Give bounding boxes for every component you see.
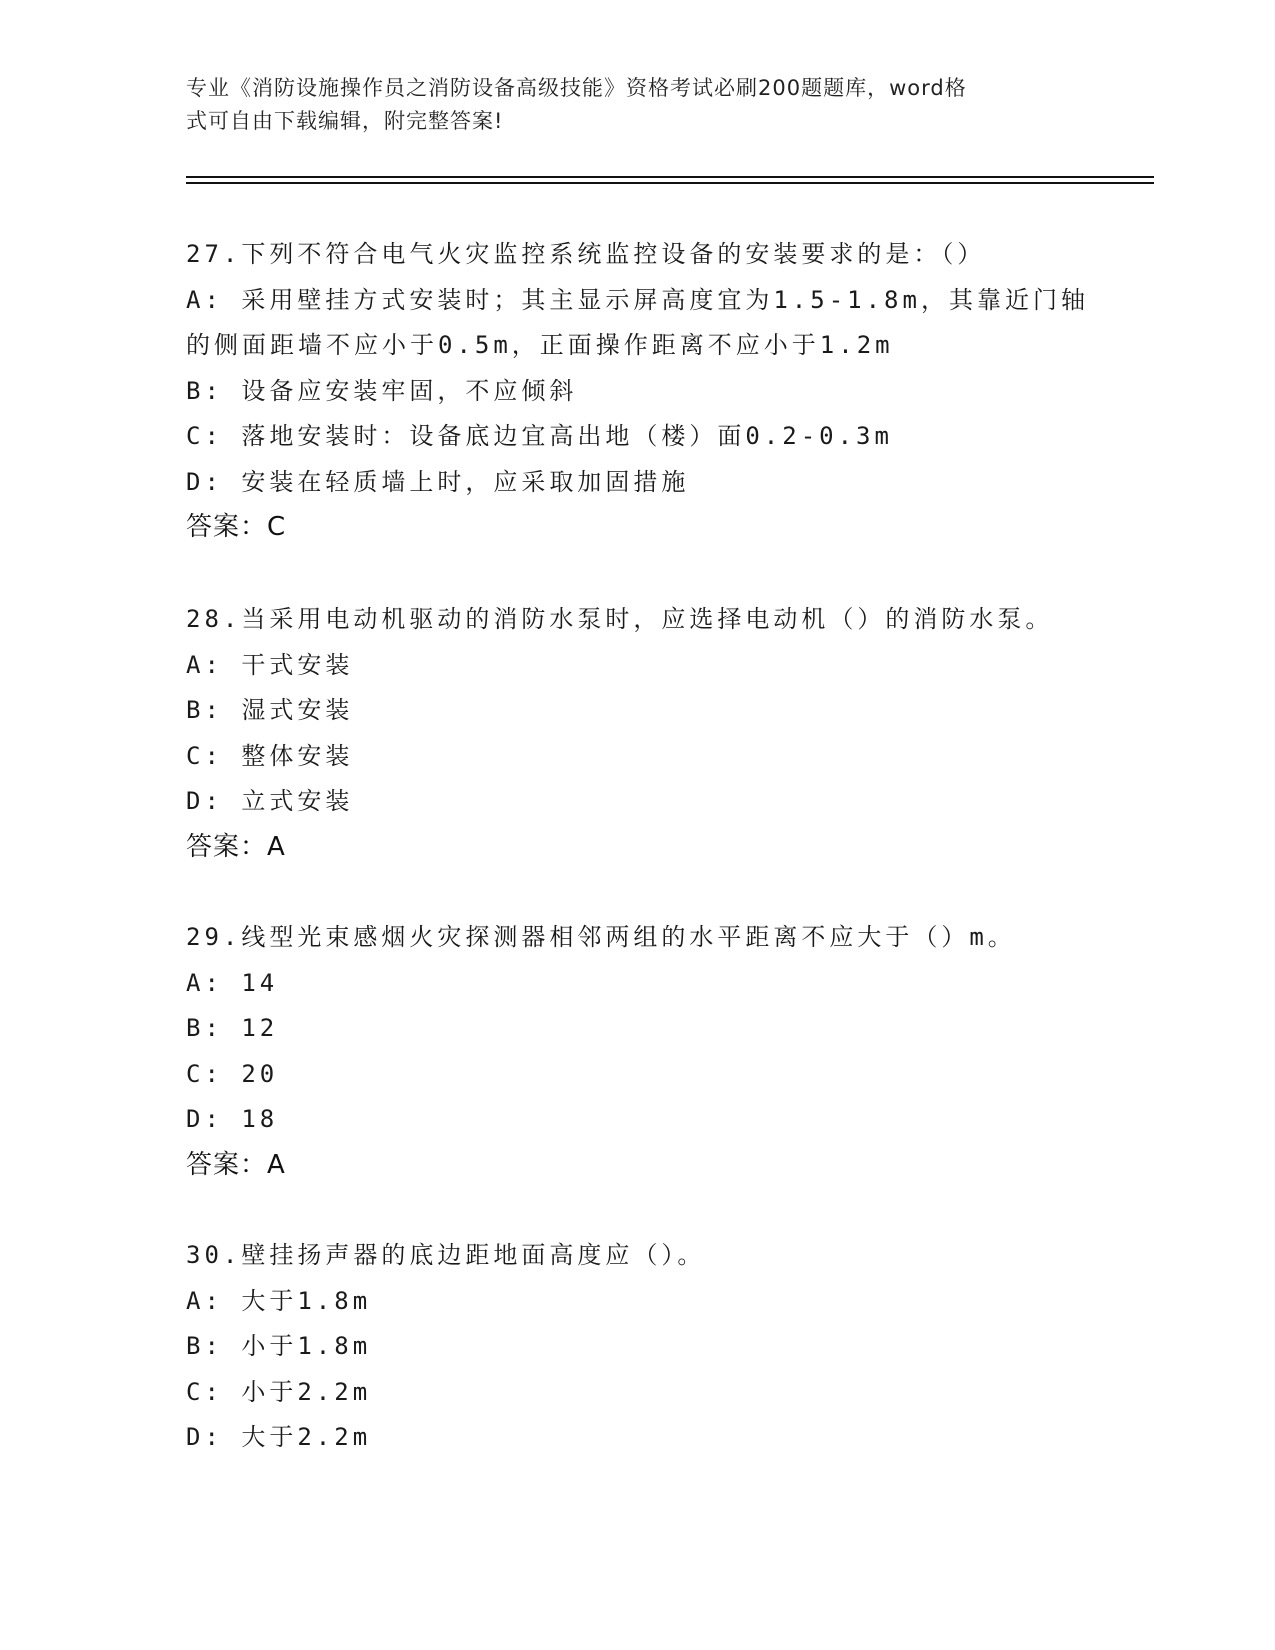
question-28: [186, 597, 1086, 870]
option-d: D: 18: [186, 1105, 279, 1133]
answer-value: A: [267, 831, 286, 862]
question-27: [186, 232, 1089, 551]
option-c: C: 落地安装时：设备底边宜高出地（楼）面0.2-0.3m: [186, 422, 893, 450]
option-d: D: 大于2.2m: [186, 1423, 372, 1451]
answer-line: [186, 1143, 1086, 1189]
header-line-1: 专业《消防设施操作员之消防设备高级技能》资格考试必刷200题题库，word格: [186, 76, 967, 100]
option-a: A: 大于1.8m: [186, 1286, 372, 1315]
option-b: B: 小于1.8m: [186, 1332, 372, 1360]
question-stem: 27.下列不符合电气火灾监控系统监控设备的安装要求的是：（）: [186, 240, 986, 268]
option-b: B: 设备应安装牢固，不应倾斜: [186, 376, 578, 405]
option-c: C: 整体安装: [186, 741, 354, 770]
header-divider-top: [186, 176, 1154, 178]
answer-label: 答案：: [186, 512, 268, 542]
option-a: A: 采用壁挂方式安装时；其主显示屏高度宜为1.5-1.8m，其靠近门轴: [186, 285, 1089, 314]
answer-label: 答案：: [186, 1149, 268, 1180]
question-29: [186, 915, 1086, 1188]
question-30: [186, 1233, 1086, 1461]
answer-label: 答案：: [186, 831, 268, 862]
option-b: B: 湿式安装: [186, 696, 354, 724]
option-c: C: 小于2.2m: [186, 1377, 372, 1406]
answer-line: [186, 505, 1086, 551]
option-a: A: 14: [186, 968, 279, 997]
question-stem: 29.线型光束感烟火灾探测器相邻两组的水平距离不应大于（）m。: [186, 923, 1016, 951]
header-line-2: 式可自由下载编辑，附完整答案!: [186, 109, 504, 133]
answer-value: C: [267, 512, 287, 542]
answer-value: A: [267, 1149, 286, 1180]
option-d: D: 安装在轻质墙上时，应采取加固措施: [186, 467, 690, 496]
option-a-continued: 的侧面距墙不应小于0.5m，正面操作距离不应小于1.2m: [186, 331, 894, 359]
question-stem: 30.壁挂扬声器的底边距地面高度应（）。: [186, 1241, 706, 1269]
option-c: C: 20: [186, 1059, 279, 1088]
header-divider-bottom: [186, 182, 1154, 184]
option-b: B: 12: [186, 1014, 279, 1042]
document-header: [186, 72, 1066, 138]
option-d: D: 立式安装: [186, 787, 354, 815]
question-stem: 28.当采用电动机驱动的消防水泵时，应选择电动机（）的消防水泵。: [186, 605, 1054, 633]
answer-line: [186, 825, 1086, 871]
option-a: A: 干式安装: [186, 650, 354, 679]
